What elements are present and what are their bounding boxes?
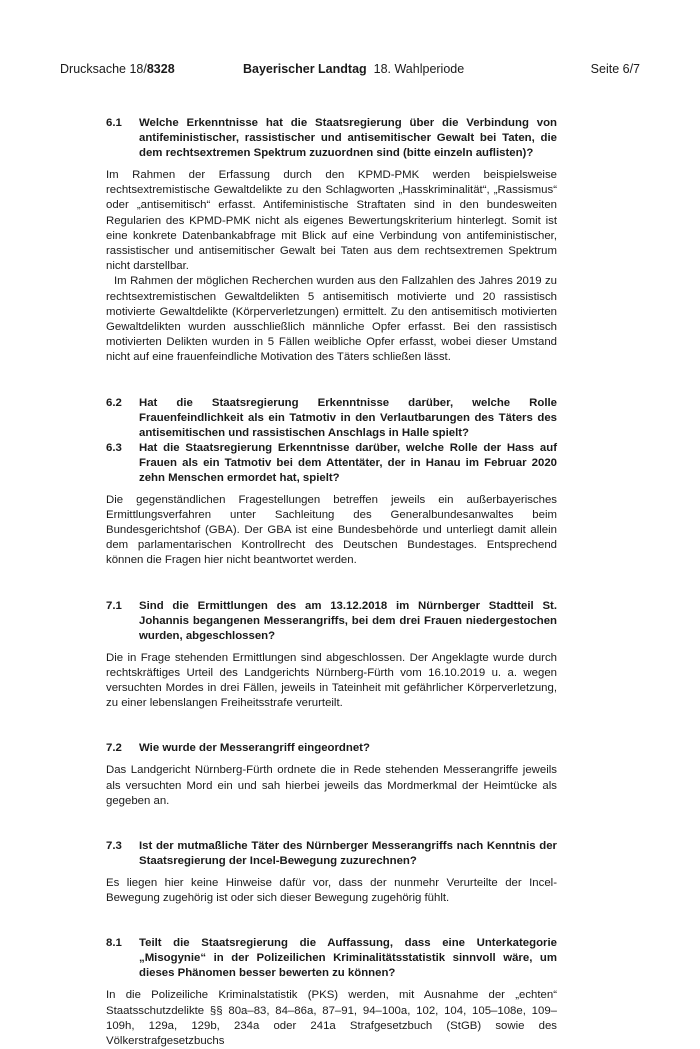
answer-paragraph: Die gegenständlichen Fragestellungen betreffen jeweils ein außerbayerisches Ermittlungsverfahren unter Sachleitung des Generalbundesanwaltes beim Bundesgerichtshof (GBA). Der GBA ist eine Bundesbehörde und unterliegt damit allein dem parlamentarischen Kontrollrecht des Deutschen Bundestages. Entsprechend können die Fragen hier nicht beantwortet werden.: [106, 493, 557, 567]
qa-section: [106, 116, 557, 366]
document-number-value: 8328: [146, 62, 175, 76]
answer-paragraph: Die in Frage stehenden Ermittlungen sind abgeschlossen. Der Angeklagte wurde durch rechtskräftiges Urteil des Landgerichts Nürnberg-Fürth vom 16.10.2019 u. a. wegen versuchten Mordes in drei Fällen, jeweils in Tateinheit mit gefährlicher Körperverletzung, zu einer lebenslangen Freiheitsstrafe verurteilt.: [106, 651, 557, 710]
question-text: Hat die Staatsregierung Erkenntnisse darüber, welche Rolle Frauenfeindlichkeit als ein Tatmotiv in den Verlautbarungen des Täters des antisemitischen und rassistischen Anschlags in Halle spielt?: [139, 396, 557, 439]
question-number: 6.3: [106, 441, 122, 454]
answer-paragraph: Im Rahmen der Erfassung durch den KPMD-PMK werden beispielsweise rechtsextremistische Gewaltdelikte zu den Schlagworten „Hasskriminalität“, „Rassismus“ oder „antisemitisch“ erfasst. Antifeministische Straftaten sind in den bundesweiten Regularien des KPMD-PMK nicht als eigenes Bewertungskriterium hinterlegt. Somit ist eine konkrete Datenbankabfrage mit Blick auf eine Verbindung von antifeministischer, rassistischer und antisemitischer Gewalt bei Taten aus dem rechtsextremen Spektrum nicht darstellbar.: [106, 169, 557, 273]
parliament-info: [243, 62, 464, 76]
question: [106, 116, 557, 161]
document-number-prefix: Drucksache 18/: [60, 62, 147, 76]
question: [106, 839, 557, 869]
question-number: 6.2: [106, 396, 122, 409]
qa-section: [106, 599, 557, 712]
question: [106, 441, 557, 486]
page-header: [60, 62, 640, 80]
qa-section: [106, 396, 557, 569]
question-number: 7.1: [106, 599, 122, 612]
question-number: 7.2: [106, 742, 122, 755]
legislative-period: 18. Wahlperiode: [373, 62, 465, 76]
document-body: [106, 116, 557, 1049]
question: [106, 936, 557, 981]
question-text: Ist der mutmaßliche Täter des Nürnberger Messerangriffs nach Kenntnis der Staatsregierung der Incel-Bewegung zuzurechnen?: [139, 840, 557, 868]
qa-section: [106, 741, 557, 809]
answer-paragraph: Im Rahmen der möglichen Recherchen wurden aus den Fallzahlen des Jahres 2019 zu rechtsextremistischen Gewaltdelikten 5 antisemitisch motivierte und 20 rassistisch motivierte Gewaltdelikte (Körperverletzungen) ermittelt. Zu den antisemitisch motivierten Gewaltdelikten wurden ausschließlich männliche Opfer erfasst. Bei den rassistisch motivierten Delikten wurden in 5 Fällen weibliche Opfer erfasst, wobei dieser Umstand nicht auf eine frauenfeindliche Motivation des Täters schließen lässt.: [106, 275, 557, 364]
page-number: Seite 6/7: [590, 62, 640, 76]
question-text: Teilt die Staatsregierung die Auffassung, dass eine Unterkategorie „Misogynie“ in der Polizeilichen Kriminalitätsstatistik sinnvoll wäre, um dieses Phänomen besser bewerten zu können?: [139, 937, 557, 980]
answer-paragraph: Es liegen hier keine Hinweise dafür vor, dass der nunmehr Verurteilte der Incel-Bewegung zugehörig ist oder sich dieser Bewegung zugehörig fühlt.: [106, 877, 557, 905]
answer-paragraph: Das Landgericht Nürnberg-Fürth ordnete die in Rede stehenden Messerangriffe jeweils als versuchten Mord ein und sah hierbei jeweils das Mordmerkmal der Heimtücke als gegeben an.: [106, 764, 557, 807]
question: [106, 741, 557, 756]
question-number: 6.1: [106, 117, 122, 129]
qa-section: [106, 936, 557, 1049]
question-number: 8.1: [106, 937, 122, 950]
answer-paragraph: In die Polizeiliche Kriminalstatistik (PKS) werden, mit Ausnahme der „echten“ Staatsschutzdelikte §§ 80a–83, 84–86a, 87–91, 94–100a, 102, 104, 105–108e, 109–109h, 129a, 129b, 234a oder 241a Strafgesetzbuch (StGB) sowie des Völkerstrafgesetzbuchs: [106, 989, 557, 1048]
parliament-name: Bayerischer Landtag: [243, 62, 367, 76]
question-text: Welche Erkenntnisse hat die Staatsregierung über die Verbindung von antifeministischer, rassistischer und antisemitischer Gewalt bei Taten, die dem rechtsextremen Spektrum zuzuordnen sind (bitte einzeln auflisten)?: [139, 117, 557, 159]
question-text: Wie wurde der Messerangriff eingeordnet?: [139, 742, 370, 755]
question-text: Hat die Staatsregierung Erkenntnisse darüber, welche Rolle der Hass auf Frauen als ein Tatmotiv bei dem Attentäter, der in Hanau im Februar 2020 zehn Menschen ermordet hat, spielt?: [139, 441, 557, 484]
question-number: 7.3: [106, 840, 122, 853]
question-text: Sind die Ermittlungen des am 13.12.2018 im Nürnberger Stadtteil St. Johannis begangenen Messerangriffs, bei dem drei Frauen niedergestochen wurden, abgeschlossen?: [139, 599, 557, 642]
question: [106, 599, 557, 644]
qa-section: [106, 839, 557, 906]
document-number: [60, 62, 175, 76]
question: [106, 396, 557, 441]
